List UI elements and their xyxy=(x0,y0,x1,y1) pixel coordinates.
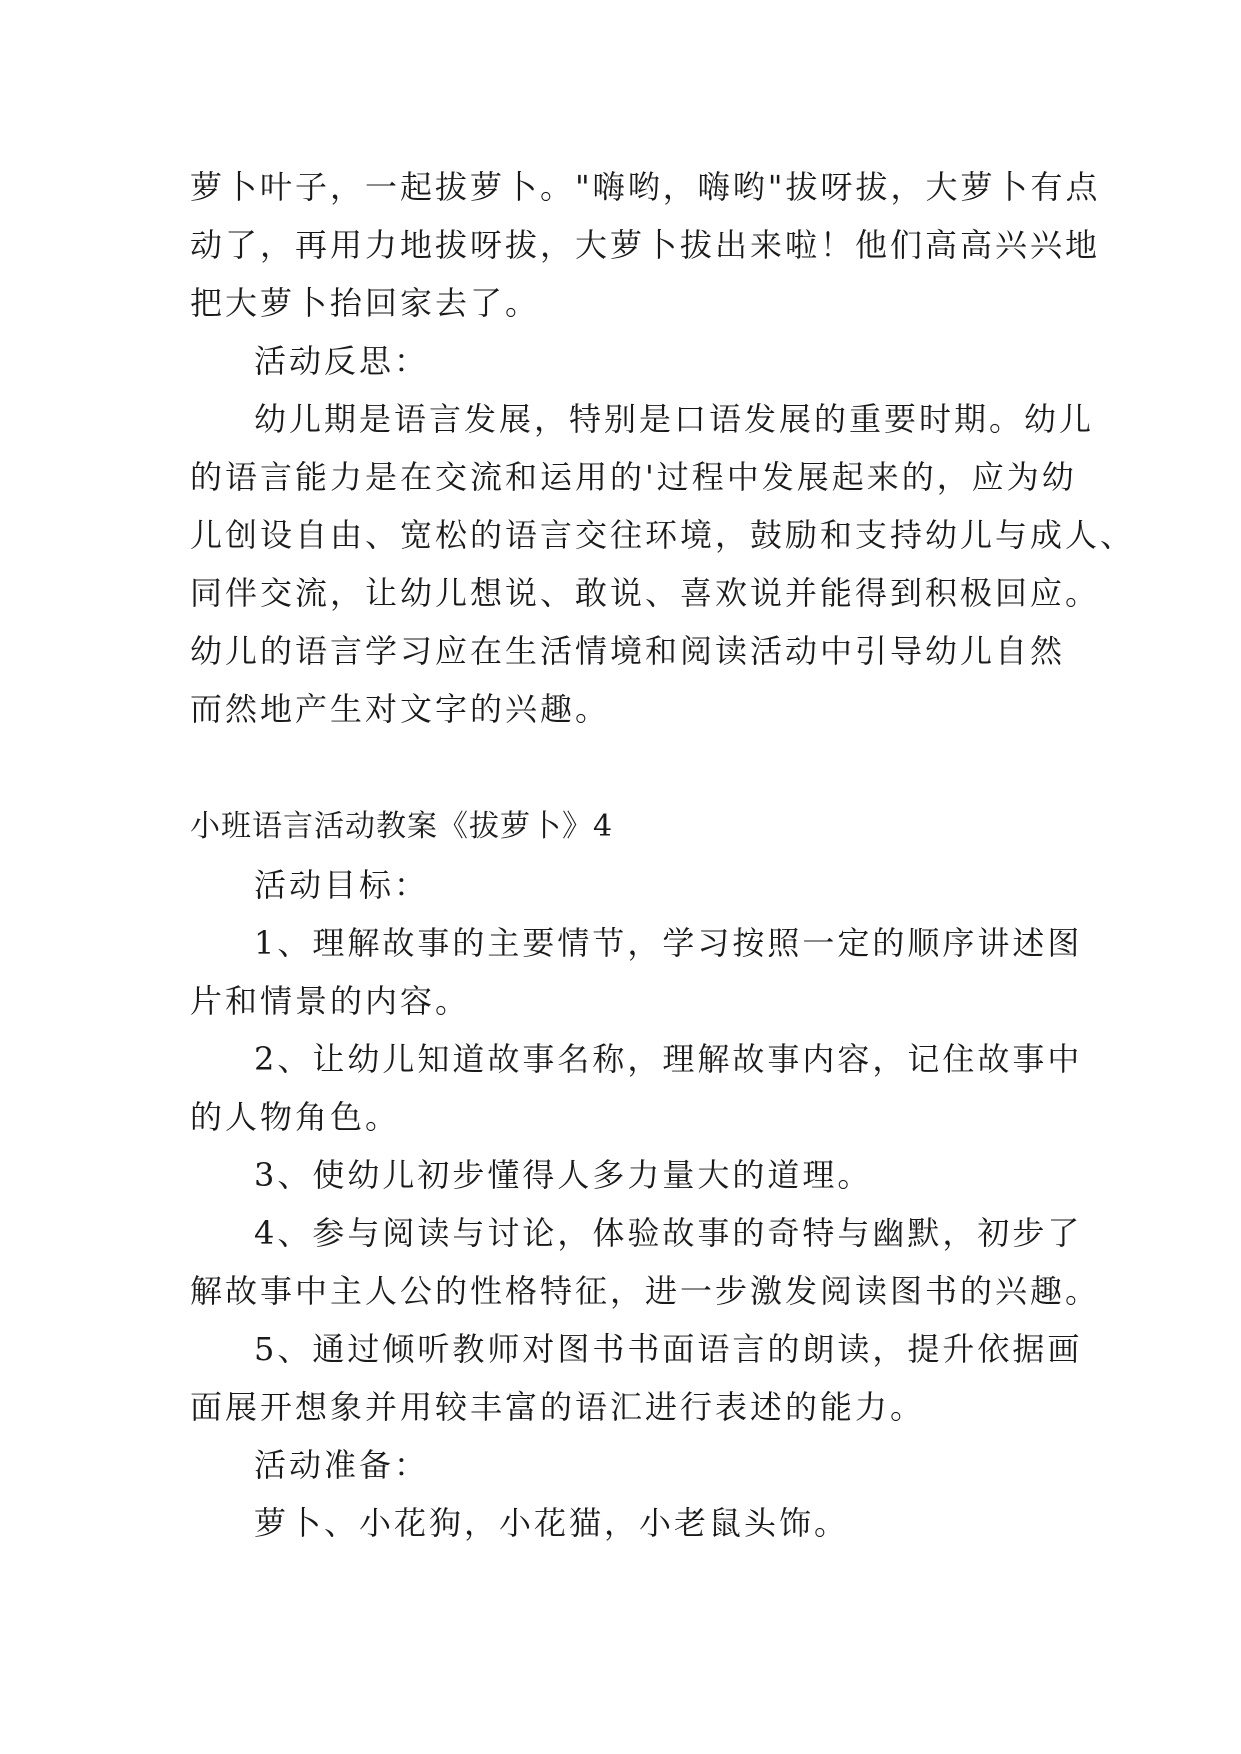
story-line-2: 动了，再用力地拔呀拔，大萝卜拔出来啦！他们高高兴兴地 xyxy=(190,226,1101,264)
prep-heading: 活动准备： xyxy=(254,1446,430,1484)
story-line-1: 萝卜叶子，一起拔萝卜。"嗨哟，嗨哟"拔呀拔，大萝卜有点 xyxy=(190,168,1101,206)
goal-5-line-2: 面展开想象并用较丰富的语汇进行表述的能力。 xyxy=(190,1388,926,1426)
goal-1-line-2: 片和情景的内容。 xyxy=(190,982,471,1020)
goal-4-line-2: 解故事中主人公的性格特征，进一步激发阅读图书的兴趣。 xyxy=(190,1272,1101,1310)
goals-heading: 活动目标： xyxy=(254,866,430,904)
goal-1-line-1: 1、理解故事的主要情节，学习按照一定的顺序讲述图 xyxy=(254,924,1083,962)
reflection-line-4: 同伴交流，让幼儿想说、敢说、喜欢说并能得到积极回应。 xyxy=(190,574,1101,612)
goal-5-line-1: 5、通过倾听教师对图书书面语言的朗读，提升依据画 xyxy=(254,1330,1083,1368)
reflection-line-6: 而然地产生对文字的兴趣。 xyxy=(190,690,611,728)
reflection-line-3: 儿创设自由、宽松的语言交往环境，鼓励和支持幼儿与成人、 xyxy=(190,516,1136,554)
section-gap xyxy=(190,738,1060,798)
reflection-heading: 活动反思： xyxy=(254,342,430,380)
reflection-line-5: 幼儿的语言学习应在生活情境和阅读活动中引导幼儿自然 xyxy=(190,632,1066,670)
reflection-line-2: 的语言能力是在交流和运用的'过程中发展起来的，应为幼 xyxy=(190,458,1077,496)
goal-3-line-1: 3、使幼儿初步懂得人多力量大的道理。 xyxy=(254,1156,873,1194)
document-body xyxy=(190,158,1136,1552)
goal-2-line-1: 2、让幼儿知道故事名称，理解故事内容，记住故事中 xyxy=(254,1040,1083,1078)
goal-2-line-2: 的人物角色。 xyxy=(190,1098,401,1136)
reflection-line-1: 幼儿期是语言发展，特别是口语发展的重要时期。幼儿 xyxy=(254,400,1095,438)
story-line-3: 把大萝卜抬回家去了。 xyxy=(190,284,541,322)
goal-4-line-1: 4、参与阅读与讨论，体验故事的奇特与幽默，初步了 xyxy=(254,1214,1083,1252)
section-title: 小班语言活动教案《拔萝卜》4 xyxy=(190,809,614,844)
prep-text: 萝卜、小花狗，小花猫，小老鼠头饰。 xyxy=(254,1504,850,1542)
